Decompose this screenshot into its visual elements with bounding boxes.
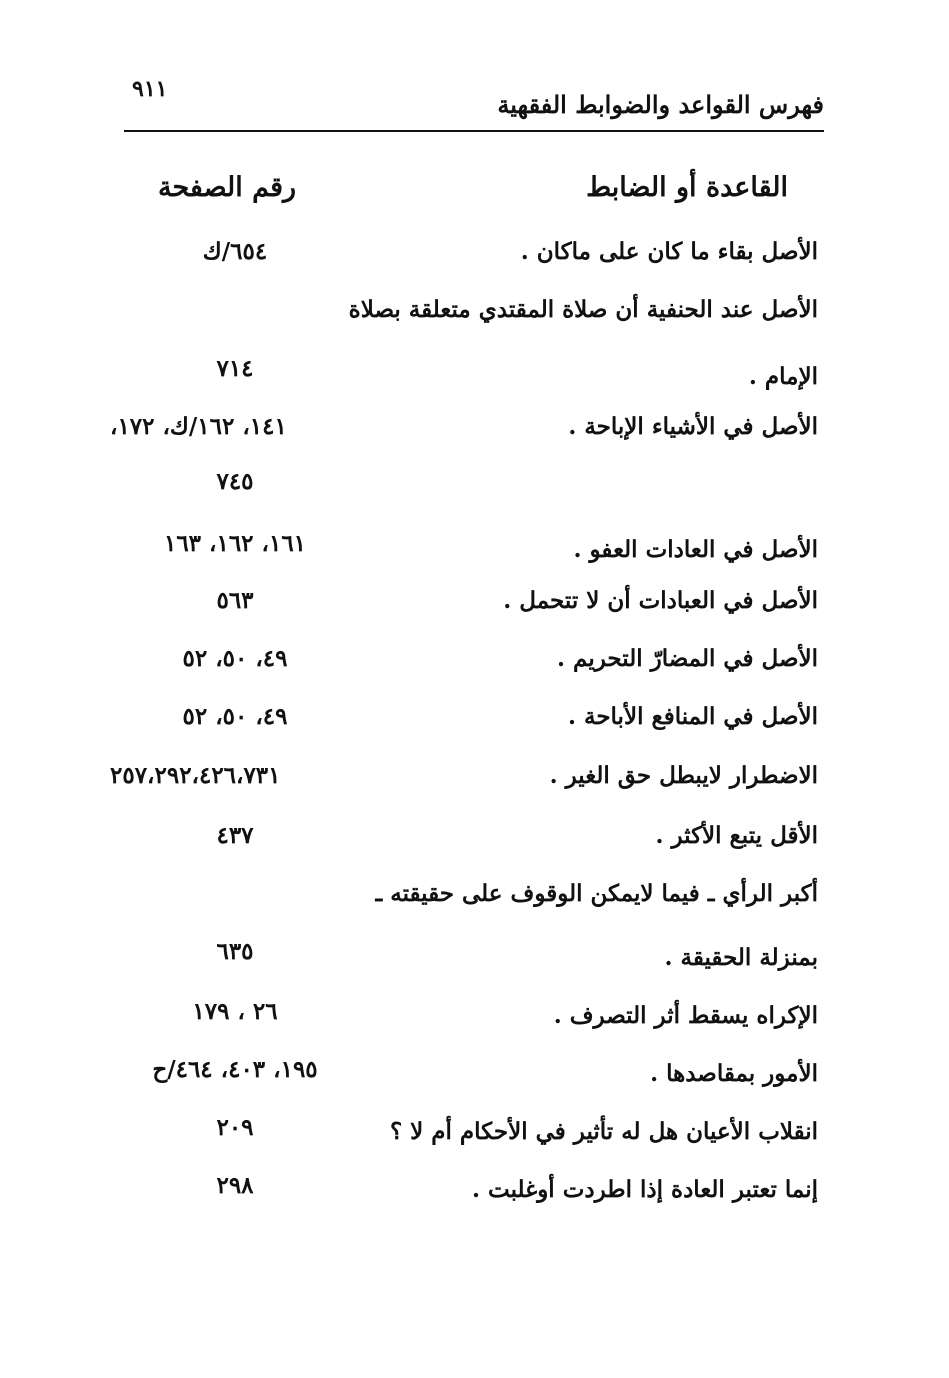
index-row — [110, 468, 824, 514]
rule-text: انقلاب الأعيان هل له تأثير في الأحكام أم لا ؟ — [389, 1118, 818, 1145]
page-refs: ١٤١، ١٦٢/ك، ١٧٢، — [110, 413, 287, 440]
rule-text: الأصل في العبادات أن لا تتحمل . — [503, 587, 818, 614]
index-row — [110, 938, 824, 984]
rule-text: بمنزلة الحقيقة . — [664, 944, 818, 971]
index-row — [110, 238, 824, 284]
page-header — [124, 70, 824, 132]
rule-text: الأصل في المضارّ التحريم . — [557, 645, 818, 672]
rule-text: إنما تعتبر العادة إذا اطردت أوغلبت . — [472, 1176, 818, 1203]
index-row — [110, 1172, 824, 1218]
rule-text: الإكراه يسقط أثر التصرف . — [553, 1002, 818, 1029]
column-header-page: رقم الصفحة — [158, 172, 297, 203]
index-row — [110, 1056, 824, 1102]
page-refs: ٢٥٧،٢٩٢،٤٢٦،٧٣١ — [110, 762, 281, 789]
index-row — [110, 703, 824, 749]
page-refs: ٥٦٣ — [216, 587, 254, 614]
rule-text: الأصل عند الحنفية أن صلاة المقتدي متعلقة بصلاة — [348, 296, 818, 323]
page-refs: ٢٦ ، ١٧٩ — [192, 998, 278, 1025]
index-row — [110, 413, 824, 459]
page-refs: ٤٩، ٥٠، ٥٢ — [182, 703, 288, 730]
index-row — [110, 530, 824, 576]
rule-text: الأصل في العادات العفو . — [573, 536, 818, 563]
rule-text: الأقل يتبع الأكثر . — [655, 822, 818, 849]
column-header-rule: القاعدة أو الضابط — [586, 172, 788, 203]
rule-text: الأصل في المنافع الأباحة . — [567, 703, 818, 730]
page-refs: ٤٣٧ — [216, 822, 254, 849]
rule-text: الأصل في الأشياء الإباحة . — [568, 413, 818, 440]
index-row — [110, 355, 824, 401]
index-row — [110, 998, 824, 1044]
page-refs: ١٩٥، ٤٠٣، ٤٦٤/ح — [152, 1056, 318, 1083]
rule-text: الاضطرار لايبطل حق الغير . — [549, 762, 818, 789]
index-row — [110, 822, 824, 868]
page-refs: ٤٩، ٥٠، ٥٢ — [182, 645, 288, 672]
index-row — [110, 880, 824, 926]
page-refs: ٧١٤ — [216, 355, 254, 382]
index-row — [110, 762, 824, 808]
page-refs: ٢٩٨ — [216, 1172, 254, 1199]
index-row — [110, 296, 824, 342]
page-number: ٩١١ — [132, 76, 168, 102]
page-refs: ٦٣٥ — [216, 938, 254, 965]
rule-text: الأصل بقاء ما كان على ماكان . — [520, 238, 818, 265]
rule-text: الإمام . — [748, 363, 818, 390]
rule-text: أكبر الرأي ـ فيما لايمكن الوقوف على حقيقته ـ — [375, 880, 818, 907]
page-refs: ٧٤٥ — [216, 468, 254, 495]
running-title: فهرس القواعد والضوابط الفقهية — [497, 90, 824, 119]
page-refs: ٦٥٤/ك — [202, 238, 268, 265]
index-row — [110, 1114, 824, 1160]
page-refs: ١٦١، ١٦٢، ١٦٣ — [163, 530, 307, 557]
column-headers — [124, 168, 824, 218]
index-row — [110, 587, 824, 633]
rule-text: الأمور بمقاصدها . — [650, 1060, 818, 1087]
index-row — [110, 645, 824, 691]
page-refs: ٢٠٩ — [216, 1114, 254, 1141]
